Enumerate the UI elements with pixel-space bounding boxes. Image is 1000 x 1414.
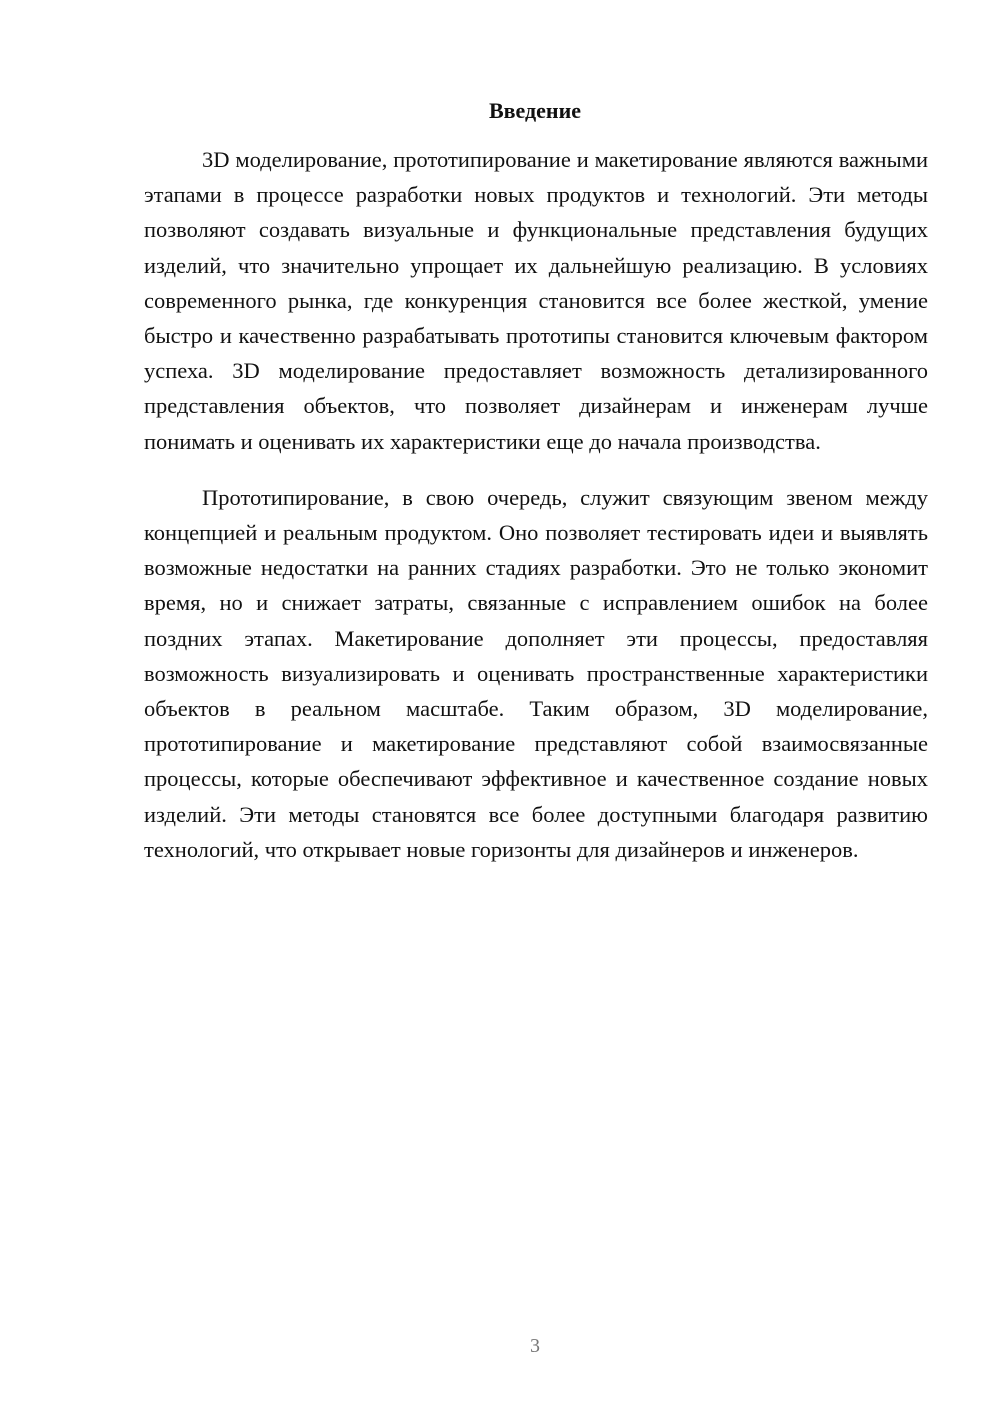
paragraph-intro: 3D моделирование, прототипирование и макетирование являются важными этапами в процессе разработки новых продуктов и технологий. Эти методы позволяют создавать визуальные и функциональные представления будущих изделий, что значительно упрощает их дальнейшую реализацию. В условиях современного рынка, где конкуренция становится все более жесткой, умение быстро и качественно разрабатывать прототипы становится ключевым фактором успеха. 3D моделирование предоставляет возможность детализированного представления объектов, что позволяет дизайнерам и инженерам лучше понимать и оценивать их характеристики еще до начала производства. — [144, 147, 928, 454]
section-title: Введение — [488, 98, 582, 123]
page-number: 3 — [530, 1335, 540, 1357]
document-body — [144, 142, 928, 867]
paragraph-prototyping: Прототипирование, в свою очередь, служит связующим звеном между концепцией и реальным продуктом. Оно позволяет тестировать идеи и выявлять возможные недостатки на ранних стадиях разработки. Это не только экономит время, но и снижает затраты, связанные с исправлением ошибок на более поздних этапах. Макетирование дополняет эти процессы, предоставляя возможность визуализировать и оценивать пространственные характеристики объектов в реальном масштабе. Таким образом, 3D моделирование, прототипирование и макетирование представляют собой взаимосвязанные процессы, которые обеспечивают эффективное и качественное создание новых изделий. Эти методы становятся все более доступными благодаря развитию технологий, что открывает новые горизонты для дизайнеров и инженеров. — [144, 484, 928, 862]
